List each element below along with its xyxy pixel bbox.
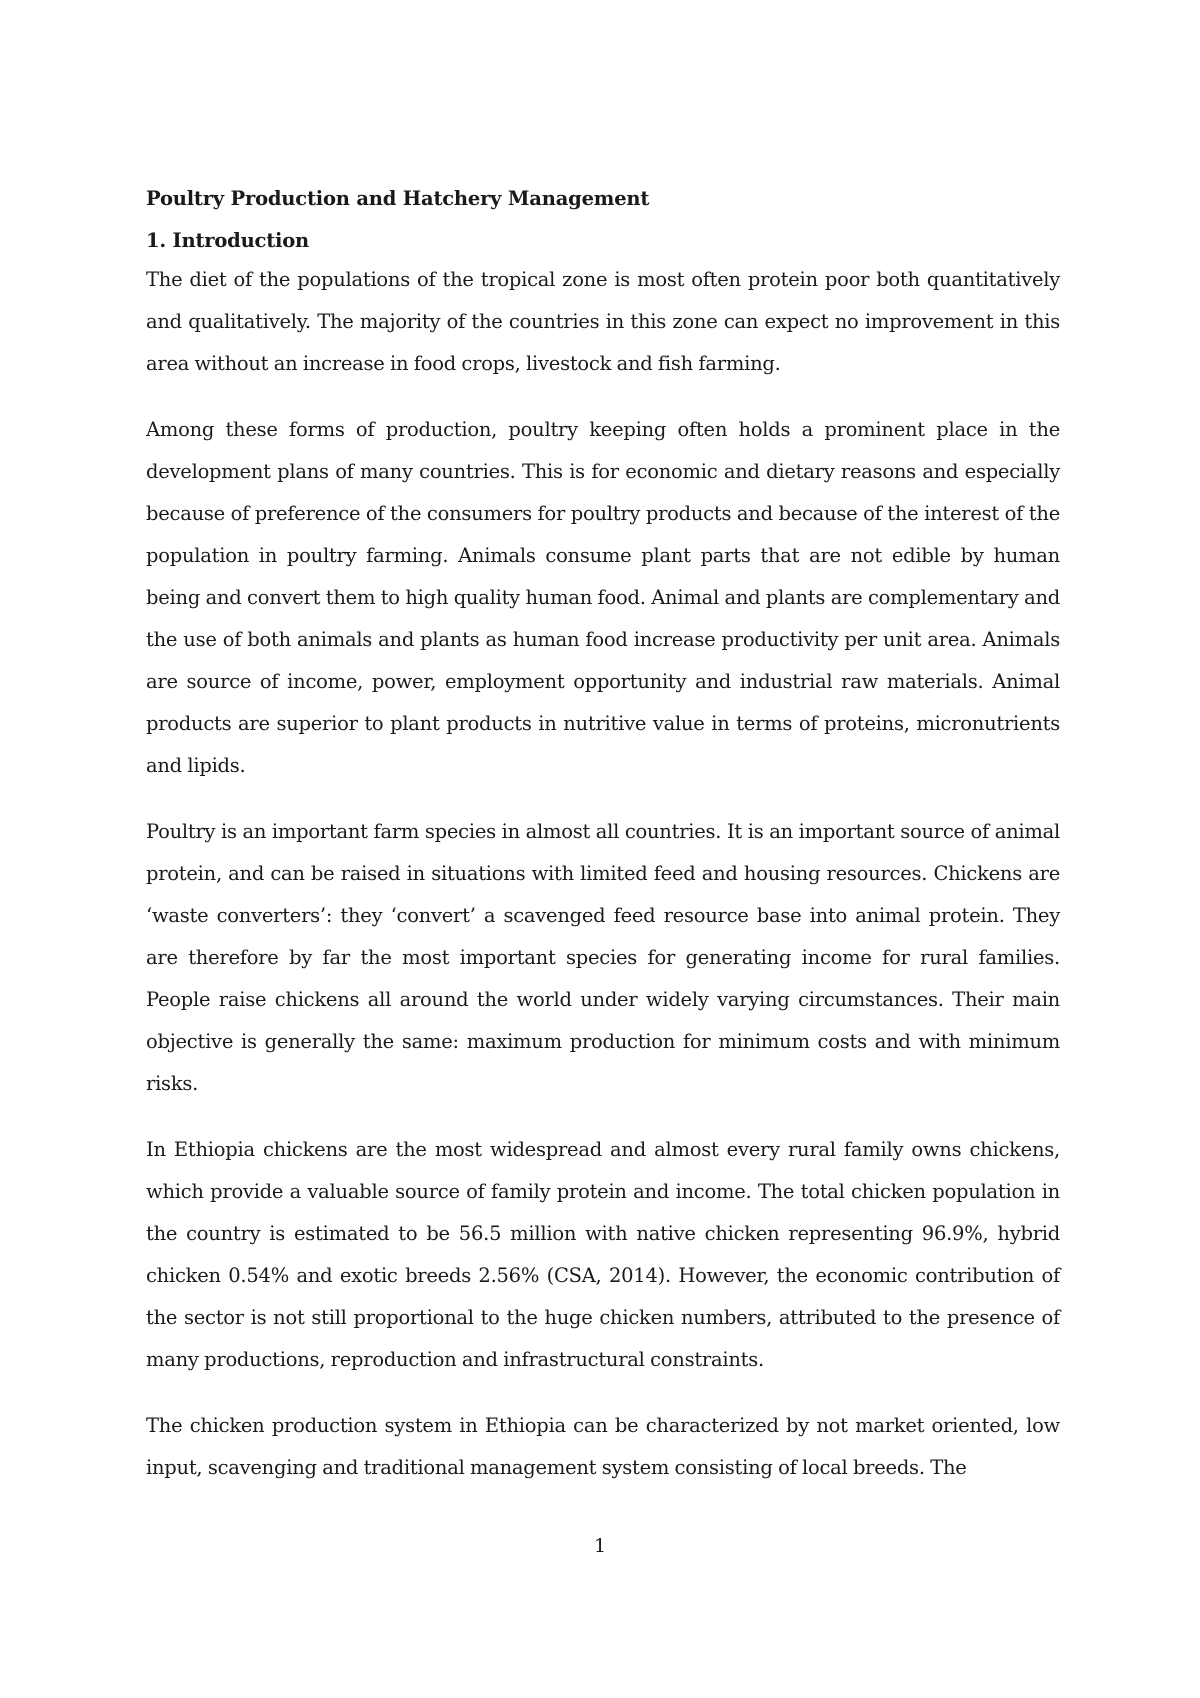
paragraph-production-forms: Among these forms of production, poultry keeping often holds a prominent place in the development plans of many countries. This is for economic and dietary reasons and especially because of preference of the consumers for poultry products and because of the interest of the population in poultry farming. Animals consume plant parts that are not edible by human being and convert them to high quality human food. Animal and plants are complementary and the use of both animals and plants as human food increase productivity per unit area. Animals are source of income, power, employment opportunity and industrial raw materials. Animal products are superior to plant products in nutritive value in terms of proteins, micronutrients and lipids. [146, 418, 1060, 777]
page-content [146, 185, 1060, 1513]
paragraph-diet: The diet of the populations of the tropical zone is most often protein poor both quantitatively and qualitatively. The majority of the countries in this zone can expect no improvement in this area without an increase in food crops, livestock and fish farming. [146, 268, 1060, 375]
paragraph-poultry-importance: Poultry is an important farm species in almost all countries. It is an important source of animal protein, and can be raised in situations with limited feed and housing resources. Chickens are ‘waste converters’: they ‘convert’ a scavenged feed resource base into animal protein. They are therefore by far the most important species for generating income for rural families. People raise chickens all around the world under widely varying circumstances. Their main objective is generally the same: maximum production for minimum costs and with minimum risks. [146, 820, 1060, 1095]
paragraph-production-system: The chicken production system in Ethiopia can be characterized by not market oriented, low input, scavenging and traditional management system consisting of local breeds. The [146, 1414, 1060, 1479]
section-heading: 1. Introduction [146, 229, 310, 252]
document-title: Poultry Production and Hatchery Management [146, 187, 650, 210]
paragraph-ethiopia-chickens: In Ethiopia chickens are the most widespread and almost every rural family owns chickens, which provide a valuable source of family protein and income. The total chicken population in the country is estimated to be 56.5 million with native chicken representing 96.9%, hybrid chicken 0.54% and exotic breeds 2.56% (CSA, 2014). However, the economic contribution of the sector is not still proportional to the huge chicken numbers, attributed to the presence of many productions, reproduction and infrastructural constraints. [146, 1138, 1060, 1371]
page-number: 1 [593, 1535, 607, 1557]
